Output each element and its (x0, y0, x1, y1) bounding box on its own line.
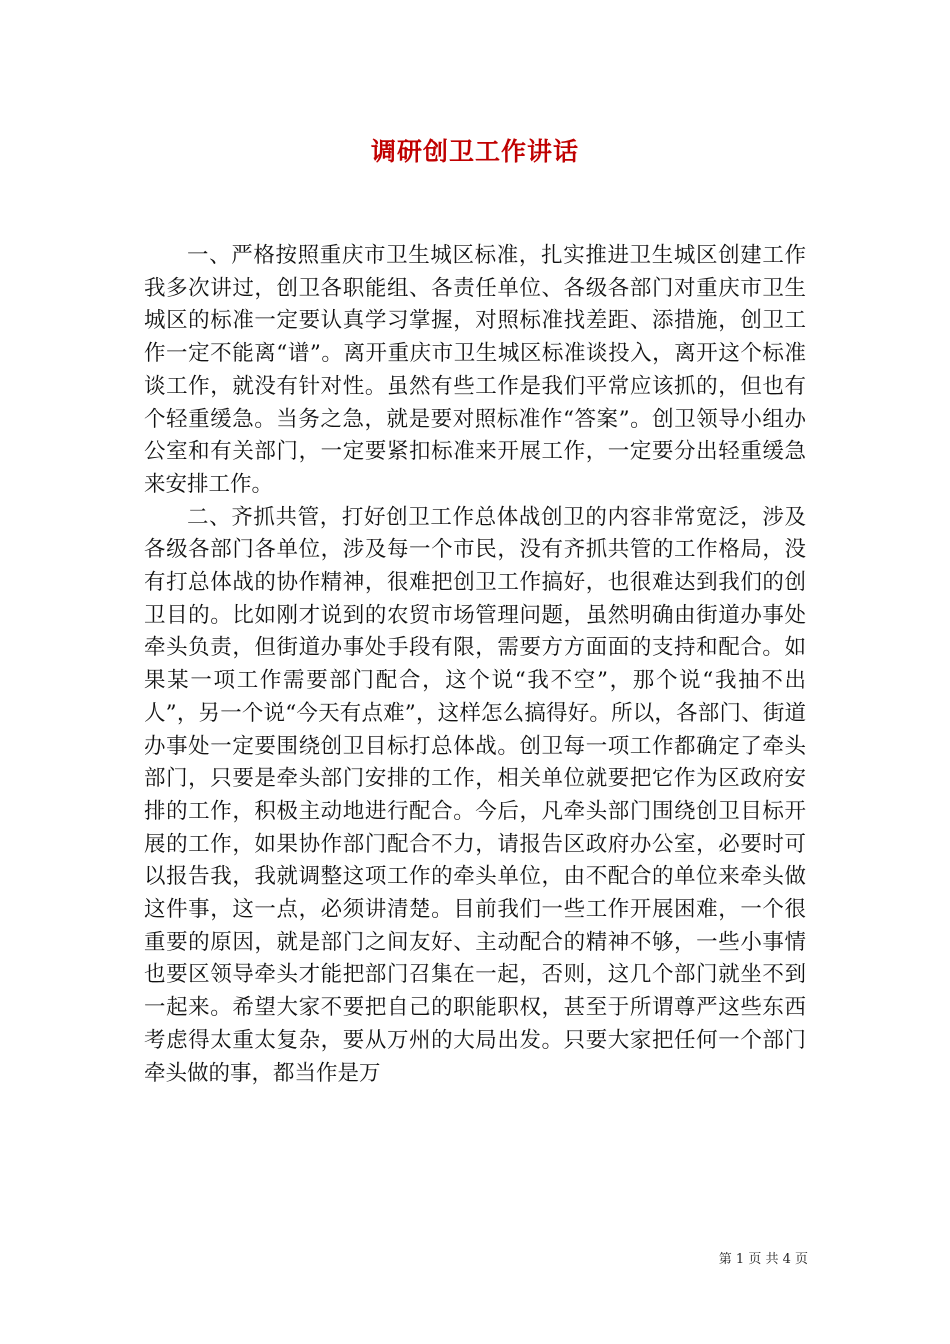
paragraph-1: 一、严格按照重庆市卫生城区标准，扎实推进卫生城区创建工作我多次讲过，创卫各职能组、各责任单位、各级各部门对重庆市卫生城区的标准一定要认真学习掌握，对照标准找差距、添措施，创卫工作一定不能离“谱”。离开重庆市卫生城区标准谈投入，离开这个标准谈工作，就没有针对性。虽然有些工作是我们平常应该抓的，但也有个轻重缓急。当务之急，就是要对照标准作“答案”。创卫领导小组办公室和有关部门，一定要紧扣标准来开展工作，一定要分出轻重缓急来安排工作。 (144, 243, 806, 497)
document-title: 调研创卫工作讲话 (370, 137, 579, 166)
document-body (144, 240, 806, 1090)
page-number-footer: 第 1 页 共 4 页 (718, 1252, 808, 1267)
paragraph-2: 二、齐抓共管，打好创卫工作总体战创卫的内容非常宽泛，涉及各级各部门各单位，涉及每一个市民，没有齐抓共管的工作格局，没有打总体战的协作精神，很难把创卫工作搞好，也很难达到我们的创卫目的。比如刚才说到的农贸市场管理问题，虽然明确由街道办事处牵头负责，但街道办事处手段有限，需要方方面面的支持和配合。如果某一项工作需要部门配合，这个说“我不空”，那个说“我抽不出人”，另一个说“今天有点难”，这样怎么搞得好。所以，各部门、街道办事处一定要围绕创卫目标打总体战。创卫每一项工作都确定了牵头部门，只要是牵头部门安排的工作，相关单位就要把它作为区政府安排的工作，积极主动地进行配合。今后，凡牵头部门围绕创卫目标开展的工作，如果协作部门配合不力，请报告区政府办公室，必要时可以报告我，我就调整这项工作的牵头单位，由不配合的单位来牵头做这件事，这一点，必须讲清楚。目前我们一些工作开展困难，一个很重要的原因，就是部门之间友好、主动配合的精神不够，一些小事情也要区领导牵头才能把部门召集在一起，否则，这几个部门就坐不到一起来。希望大家不要把自己的职能职权，甚至于所谓尊严这些东西考虑得太重太复杂，要从万州的大局出发。只要大家把任何一个部门牵头做的事，都当作是万 (144, 504, 806, 1086)
